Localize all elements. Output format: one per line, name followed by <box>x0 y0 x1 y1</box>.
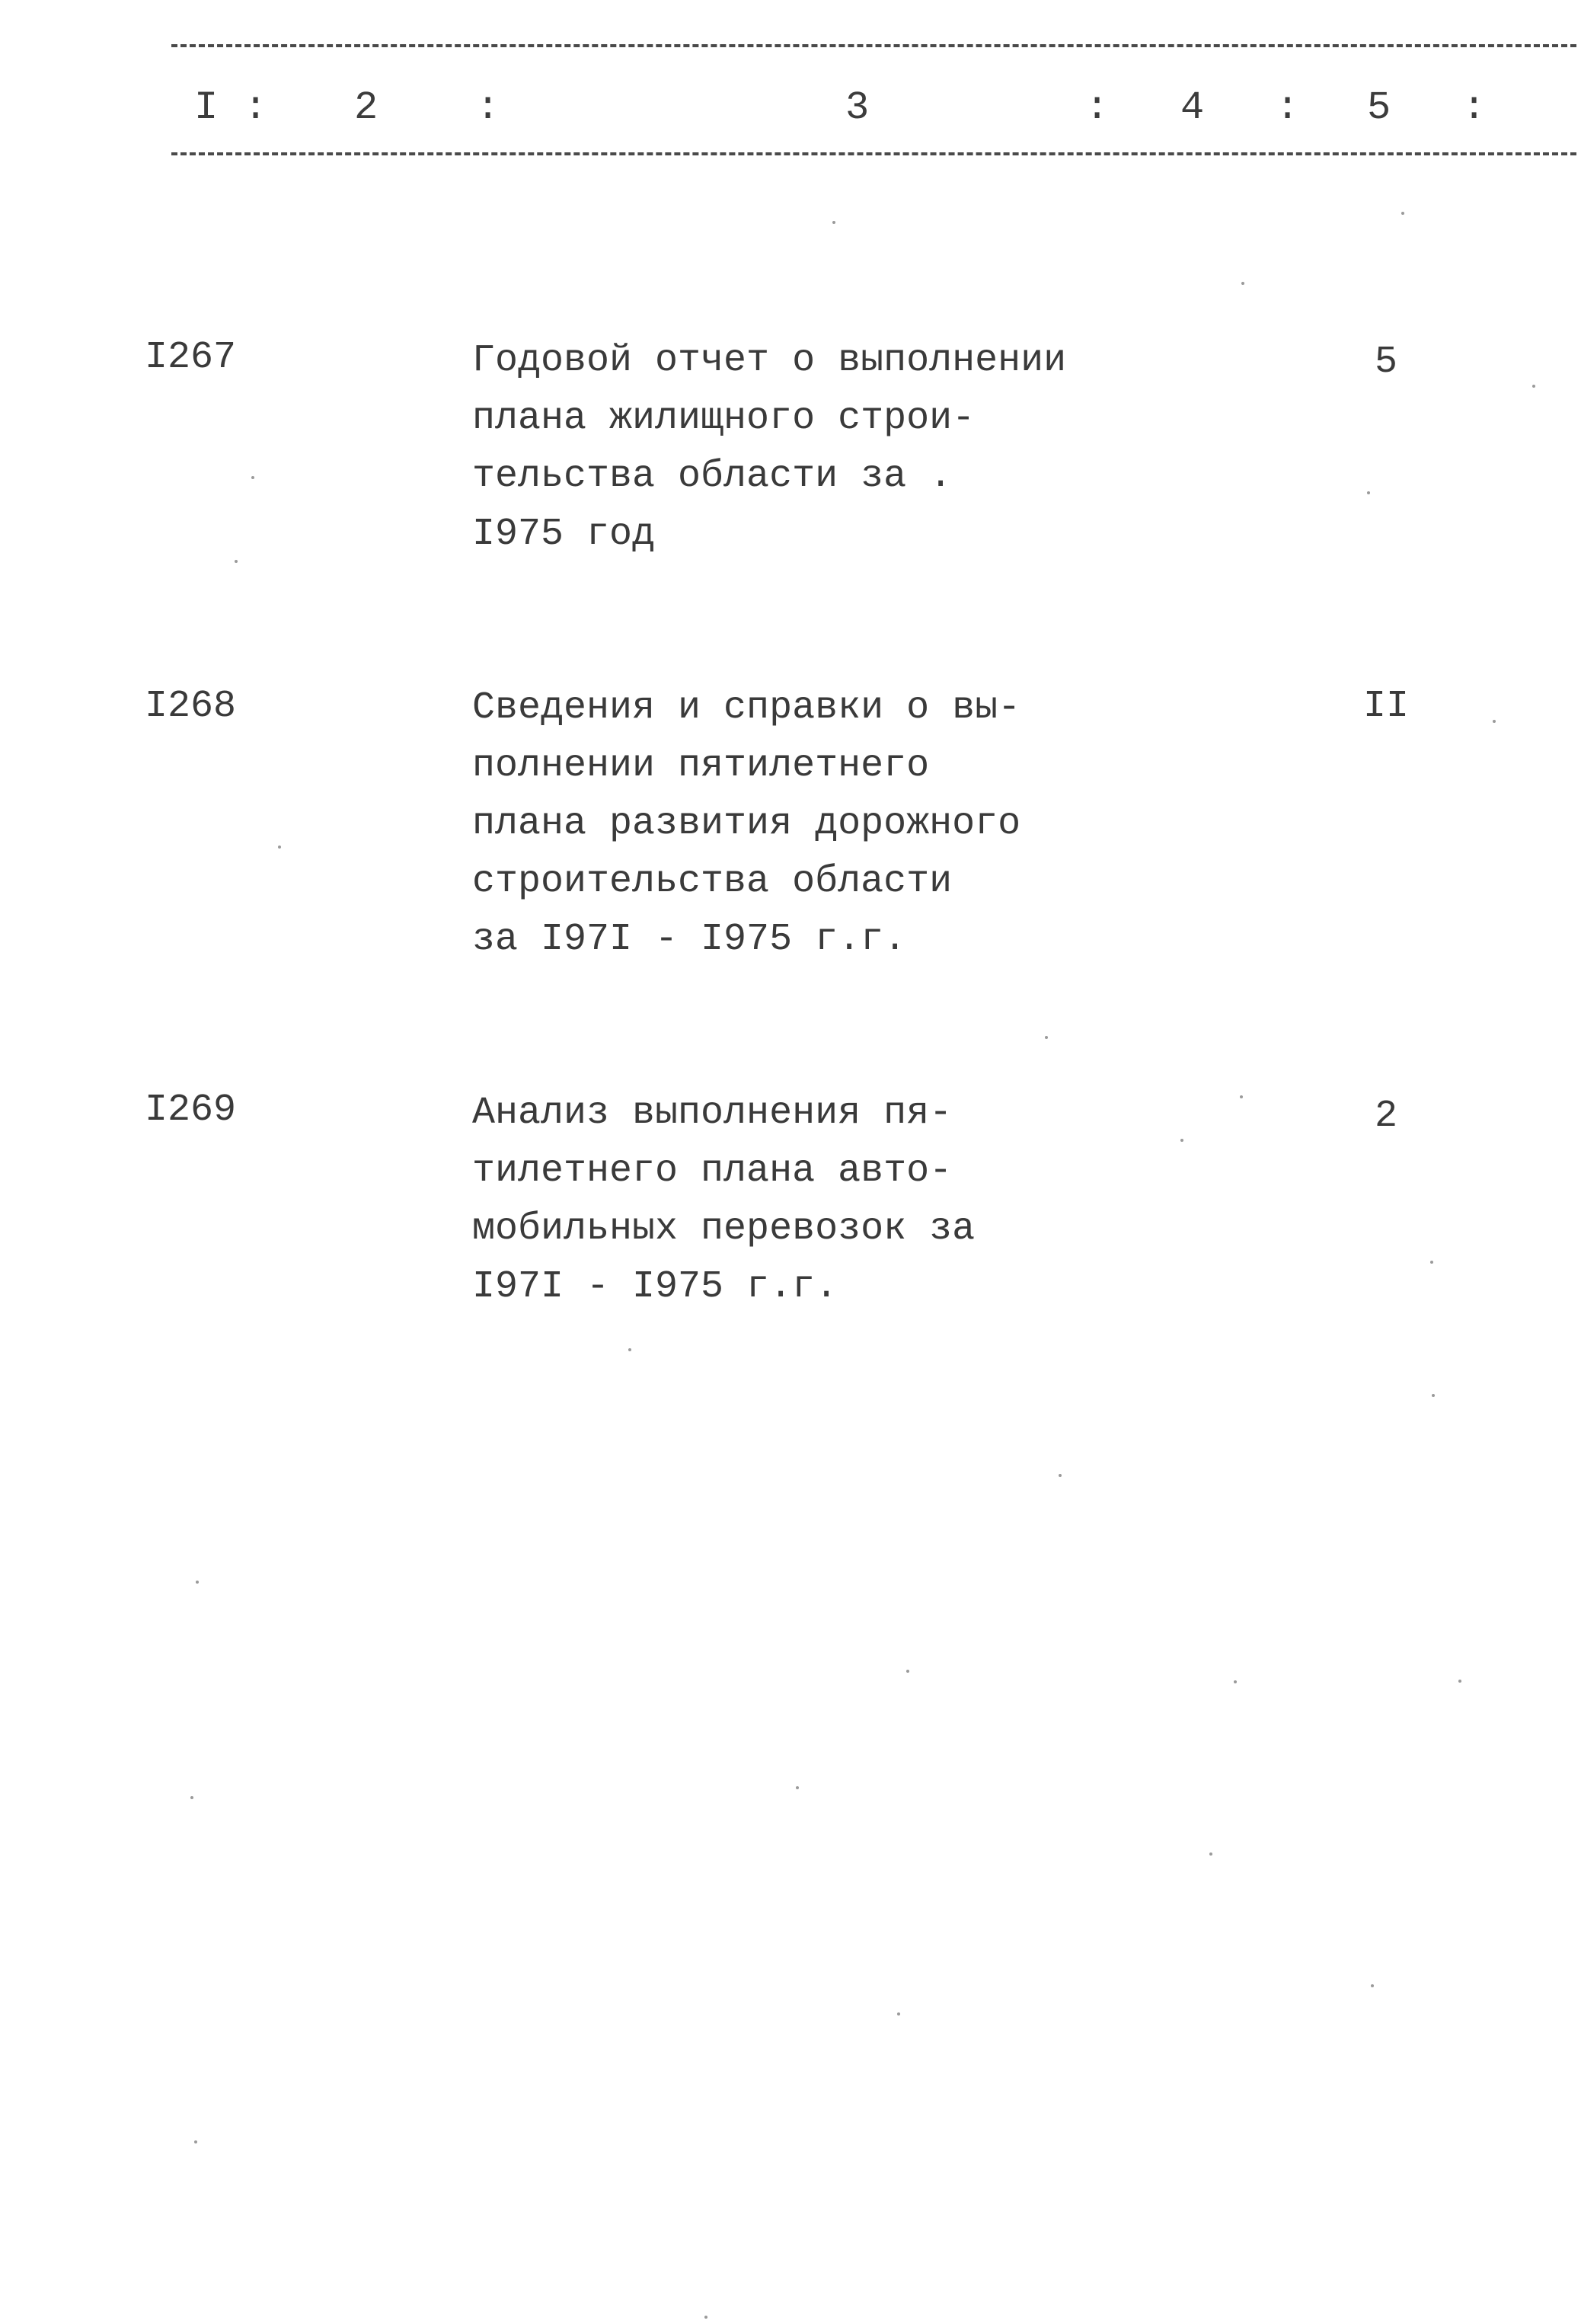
entry-title-line: мобильных перевозок за <box>472 1207 976 1251</box>
header-rule-bottom <box>171 152 1576 155</box>
scan-speck <box>1234 1680 1237 1683</box>
header-separator: : <box>1462 85 1487 130</box>
header-rule-top <box>171 44 1576 47</box>
header-separator: : <box>476 85 500 130</box>
scan-speck <box>1458 1680 1461 1683</box>
scan-speck <box>196 1581 199 1584</box>
entry-title-line: Сведения и справки о вы- <box>472 686 1021 730</box>
entry-number: I269 <box>145 1088 237 1132</box>
entry-title-line: Анализ выполнения пя- <box>472 1092 953 1135</box>
entry-title-line: плана жилищного строи- <box>472 397 976 440</box>
scan-speck <box>1240 1095 1243 1098</box>
header-separator: : <box>1085 85 1110 130</box>
scan-speck <box>278 846 281 849</box>
scan-speck <box>1493 720 1496 723</box>
scan-speck <box>1371 1984 1374 1987</box>
header-col-4: 4 <box>1180 85 1205 130</box>
scan-speck <box>1367 491 1370 494</box>
header-col-5: 5 <box>1367 85 1391 130</box>
entry-sheet-count: 2 <box>1374 1095 1397 1138</box>
entry-title-line: за I97I - I975 г.г. <box>472 918 907 961</box>
entry-title-line: строительства области <box>472 860 953 903</box>
scan-speck <box>704 2316 707 2319</box>
scan-speck <box>1209 1852 1212 1856</box>
scan-speck <box>1532 385 1535 388</box>
header-col-3: 3 <box>845 85 870 130</box>
entry-title-line: плана развития дорожного <box>472 802 1021 846</box>
scan-speck <box>832 221 835 224</box>
entry-sheet-count: II <box>1362 685 1409 728</box>
scan-speck <box>1241 282 1244 285</box>
header-col-1: I <box>194 85 219 130</box>
entry-title <box>472 679 1158 969</box>
header-separator: : <box>244 85 268 130</box>
entry-title <box>472 1085 1158 1316</box>
entry-number: I267 <box>145 336 237 379</box>
scan-speck <box>897 2012 900 2016</box>
scan-speck <box>1180 1139 1183 1142</box>
entry-title-line: Годовой отчет о выполнении <box>472 339 1067 382</box>
entry-title-line: полнении пятилетнего <box>472 744 930 788</box>
scan-speck <box>194 2140 197 2143</box>
scan-speck <box>1430 1261 1433 1264</box>
scan-speck <box>796 1786 799 1789</box>
scan-speck <box>628 1348 631 1351</box>
entry-title-line: I97I - I975 г.г. <box>472 1265 838 1309</box>
scan-speck <box>906 1670 909 1673</box>
header-col-2: 2 <box>354 85 378 130</box>
scan-speck <box>1059 1474 1062 1477</box>
scan-speck <box>190 1796 193 1799</box>
scan-speck <box>235 560 238 563</box>
entry-title-line: тилетнего плана авто- <box>472 1149 953 1193</box>
scan-speck <box>1045 1036 1048 1039</box>
entry-sheet-count: 5 <box>1374 340 1397 384</box>
entry-title <box>472 332 1158 564</box>
header-separator: : <box>1276 85 1300 130</box>
scan-speck <box>1401 212 1404 215</box>
entry-title-line: тельства области за . <box>472 455 953 498</box>
entry-number: I268 <box>145 685 237 728</box>
scan-speck <box>251 476 254 479</box>
scan-speck <box>1432 1394 1435 1397</box>
entry-title-line: I975 год <box>472 513 656 556</box>
